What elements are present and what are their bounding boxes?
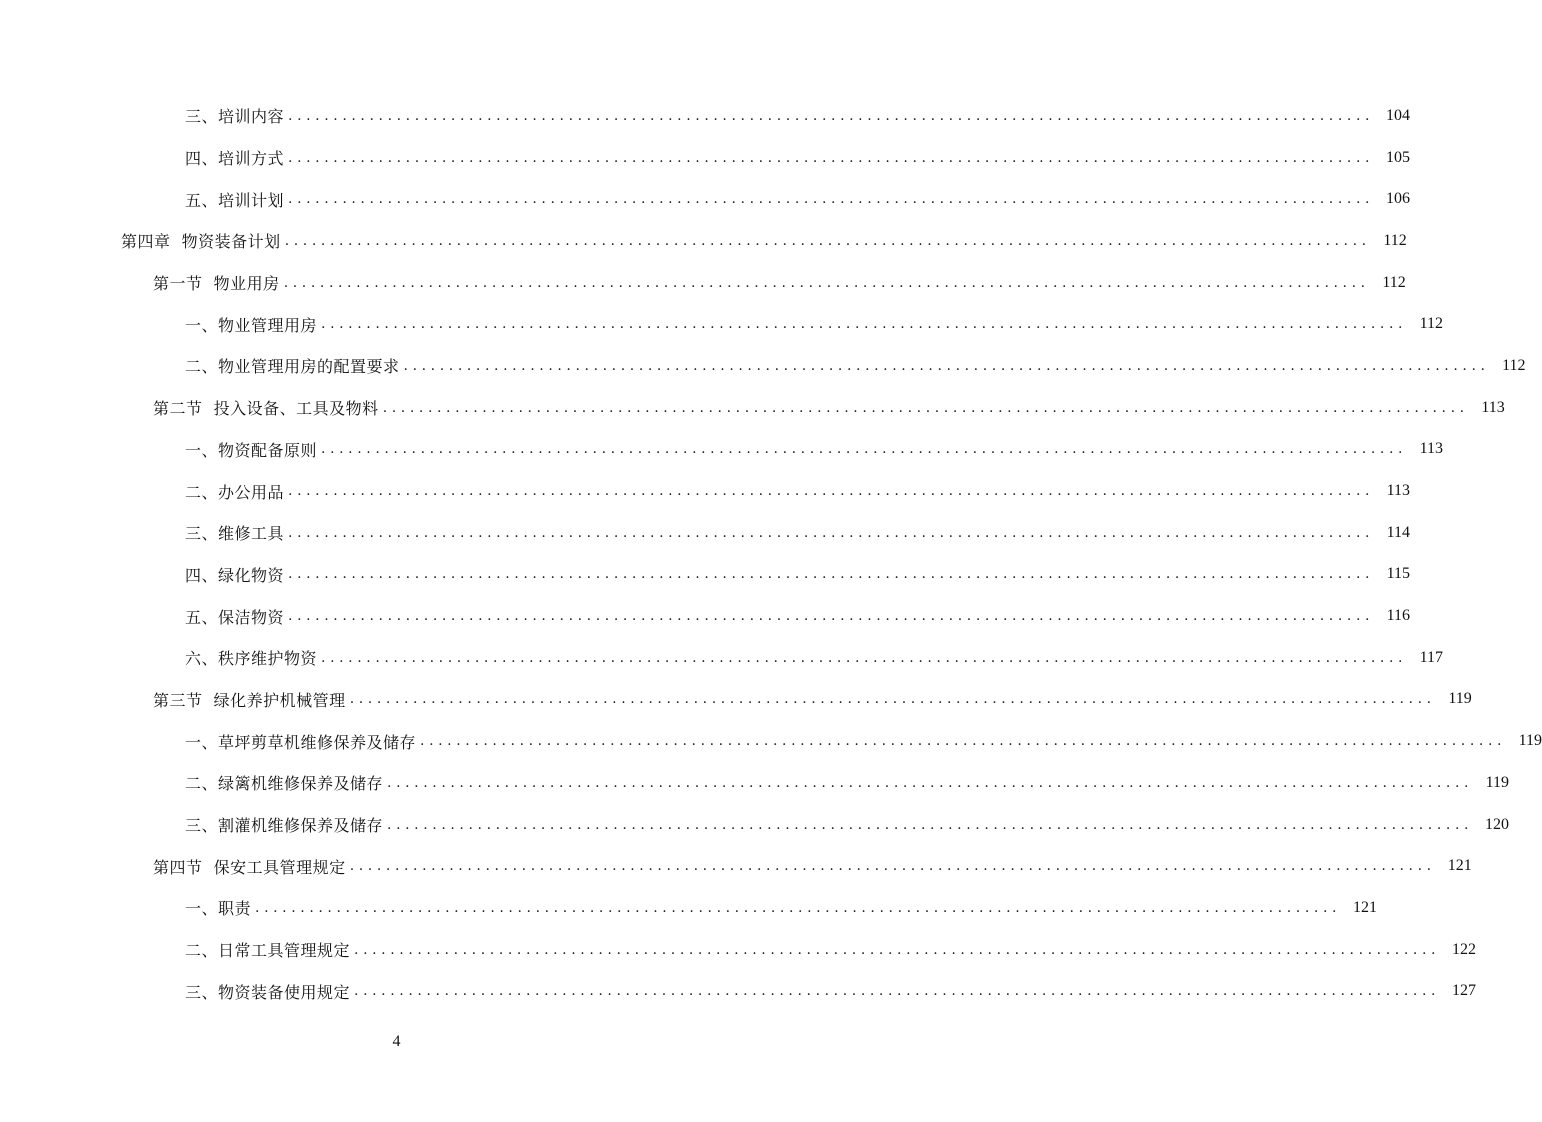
toc-entry-page: 104 bbox=[1386, 106, 1411, 124]
toc-entry-title: 三、维修工具 bbox=[185, 524, 285, 544]
toc-entry-page: 119 bbox=[1448, 690, 1472, 708]
toc-dot-leader: ........................................................................................................................ bbox=[382, 399, 1469, 416]
toc-entry[interactable] bbox=[0, 929, 1477, 971]
toc-entry-title: 第三节 绿化养护机械管理 bbox=[153, 690, 346, 710]
toc-dot-leader: ........................................................................................................................ bbox=[284, 232, 1371, 249]
toc-entry[interactable] bbox=[0, 845, 1472, 887]
toc-dot-leader: ........................................................................................................................ bbox=[420, 733, 1507, 750]
toc-entry-title: 第二节 投入设备、工具及物料 bbox=[153, 399, 379, 419]
toc-entry-page: 113 bbox=[1419, 440, 1444, 458]
toc-dot-leader: ........................................................................................................................ bbox=[288, 524, 1375, 541]
toc-entry-title: 二、绿篱机维修保养及储存 bbox=[185, 774, 384, 794]
toc-entry-page: 113 bbox=[1481, 398, 1505, 416]
toc-dot-leader: ........................................................................................................................ bbox=[288, 191, 1375, 208]
toc-dot-leader: ........................................................................................................................ bbox=[321, 441, 1408, 458]
toc-dot-leader: ........................................................................................................................ bbox=[387, 816, 1474, 833]
toc-entry-title: 三、割灌机维修保养及储存 bbox=[185, 816, 384, 836]
toc-dot-leader: ........................................................................................................................ bbox=[288, 149, 1375, 166]
toc-dot-leader: ........................................................................................................................ bbox=[321, 649, 1408, 666]
toc-entry[interactable] bbox=[0, 804, 1510, 846]
toc-entry[interactable] bbox=[0, 137, 1411, 179]
toc-entry-title: 四、培训方式 bbox=[185, 149, 285, 169]
toc-entry-title: 五、保洁物资 bbox=[185, 607, 285, 627]
toc-dot-leader: ........................................................................................................................ bbox=[283, 274, 1370, 291]
toc-entry[interactable] bbox=[0, 262, 1406, 304]
toc-entry[interactable] bbox=[0, 595, 1411, 637]
toc-entry-title: 第四节 保安工具管理规定 bbox=[153, 857, 346, 877]
toc-entry-title: 二、办公用品 bbox=[185, 482, 285, 502]
toc-entry[interactable] bbox=[0, 220, 1407, 262]
toc-entry-page: 127 bbox=[1452, 982, 1477, 1000]
toc-entry-page: 113 bbox=[1386, 482, 1411, 500]
toc-entry-title: 三、物资装备使用规定 bbox=[185, 982, 351, 1002]
toc-entry[interactable] bbox=[0, 387, 1505, 429]
toc-entry-title: 一、物资配备原则 bbox=[185, 440, 318, 460]
toc-dot-leader: ........................................................................................................................ bbox=[354, 983, 1441, 1000]
toc-entry[interactable] bbox=[0, 887, 1378, 929]
toc-dot-leader: ........................................................................................................................ bbox=[288, 566, 1375, 583]
toc-entry[interactable] bbox=[0, 720, 1542, 762]
toc-entry[interactable] bbox=[0, 762, 1510, 804]
toc-entry-page: 117 bbox=[1419, 648, 1444, 666]
toc-entry-page: 114 bbox=[1386, 523, 1411, 541]
toc-entry-title: 一、职责 bbox=[185, 899, 252, 919]
toc-dot-leader: ........................................................................................................................ bbox=[403, 357, 1490, 374]
toc-entry[interactable] bbox=[0, 95, 1411, 137]
toc-entry-page: 106 bbox=[1386, 190, 1411, 208]
toc-entry[interactable] bbox=[0, 345, 1526, 387]
toc-entry-page: 112 bbox=[1502, 356, 1526, 374]
toc-entry-title: 第四章 物资装备计划 bbox=[121, 232, 281, 252]
toc-dot-leader: ........................................................................................................................ bbox=[349, 858, 1436, 875]
toc-dot-leader: ........................................................................................................................ bbox=[255, 899, 1342, 916]
toc-dot-leader: ........................................................................................................................ bbox=[288, 107, 1375, 124]
toc-entry-title: 一、草坪剪草机维修保养及储存 bbox=[185, 732, 417, 752]
toc-entry[interactable] bbox=[0, 470, 1411, 512]
toc-entry-title: 一、物业管理用房 bbox=[185, 315, 318, 335]
toc-entry-page: 112 bbox=[1383, 231, 1407, 249]
toc-dot-leader: ........................................................................................................................ bbox=[387, 774, 1474, 791]
toc-entry-title: 三、培训内容 bbox=[185, 107, 285, 127]
toc-entry[interactable] bbox=[0, 512, 1411, 554]
toc-entry[interactable] bbox=[0, 637, 1444, 679]
toc-entry-page: 112 bbox=[1382, 273, 1406, 291]
toc-entry-page: 119 bbox=[1518, 732, 1542, 750]
table-of-contents bbox=[0, 95, 1542, 1012]
toc-entry-page: 119 bbox=[1485, 773, 1510, 791]
toc-entry-page: 121 bbox=[1447, 857, 1472, 875]
toc-entry-title: 二、日常工具管理规定 bbox=[185, 941, 351, 961]
toc-entry-title: 五、培训计划 bbox=[185, 190, 285, 210]
toc-entry[interactable] bbox=[0, 178, 1411, 220]
toc-entry-page: 121 bbox=[1353, 898, 1378, 916]
toc-entry[interactable] bbox=[0, 970, 1477, 1012]
page-number: 4 bbox=[392, 1033, 401, 1050]
toc-dot-leader: ........................................................................................................................ bbox=[321, 316, 1408, 333]
toc-dot-leader: ........................................................................................................................ bbox=[354, 941, 1441, 958]
toc-entry[interactable] bbox=[0, 303, 1444, 345]
toc-entry-title: 六、秩序维护物资 bbox=[185, 649, 318, 669]
toc-entry-title: 四、绿化物资 bbox=[185, 565, 285, 585]
toc-entry-page: 105 bbox=[1386, 148, 1411, 166]
toc-entry-page: 116 bbox=[1386, 607, 1411, 625]
toc-entry-title: 第一节 物业用房 bbox=[153, 274, 280, 294]
toc-entry-page: 112 bbox=[1419, 315, 1444, 333]
toc-dot-leader: ........................................................................................................................ bbox=[288, 608, 1375, 625]
toc-entry-page: 120 bbox=[1485, 815, 1510, 833]
toc-dot-leader: ........................................................................................................................ bbox=[349, 691, 1436, 708]
toc-entry[interactable] bbox=[0, 429, 1444, 471]
toc-entry-page: 122 bbox=[1452, 940, 1477, 958]
toc-dot-leader: ........................................................................................................................ bbox=[288, 483, 1375, 500]
toc-entry-page: 115 bbox=[1386, 565, 1411, 583]
toc-entry-title: 二、物业管理用房的配置要求 bbox=[185, 357, 400, 377]
toc-entry[interactable] bbox=[0, 679, 1472, 721]
toc-entry[interactable] bbox=[0, 554, 1411, 596]
